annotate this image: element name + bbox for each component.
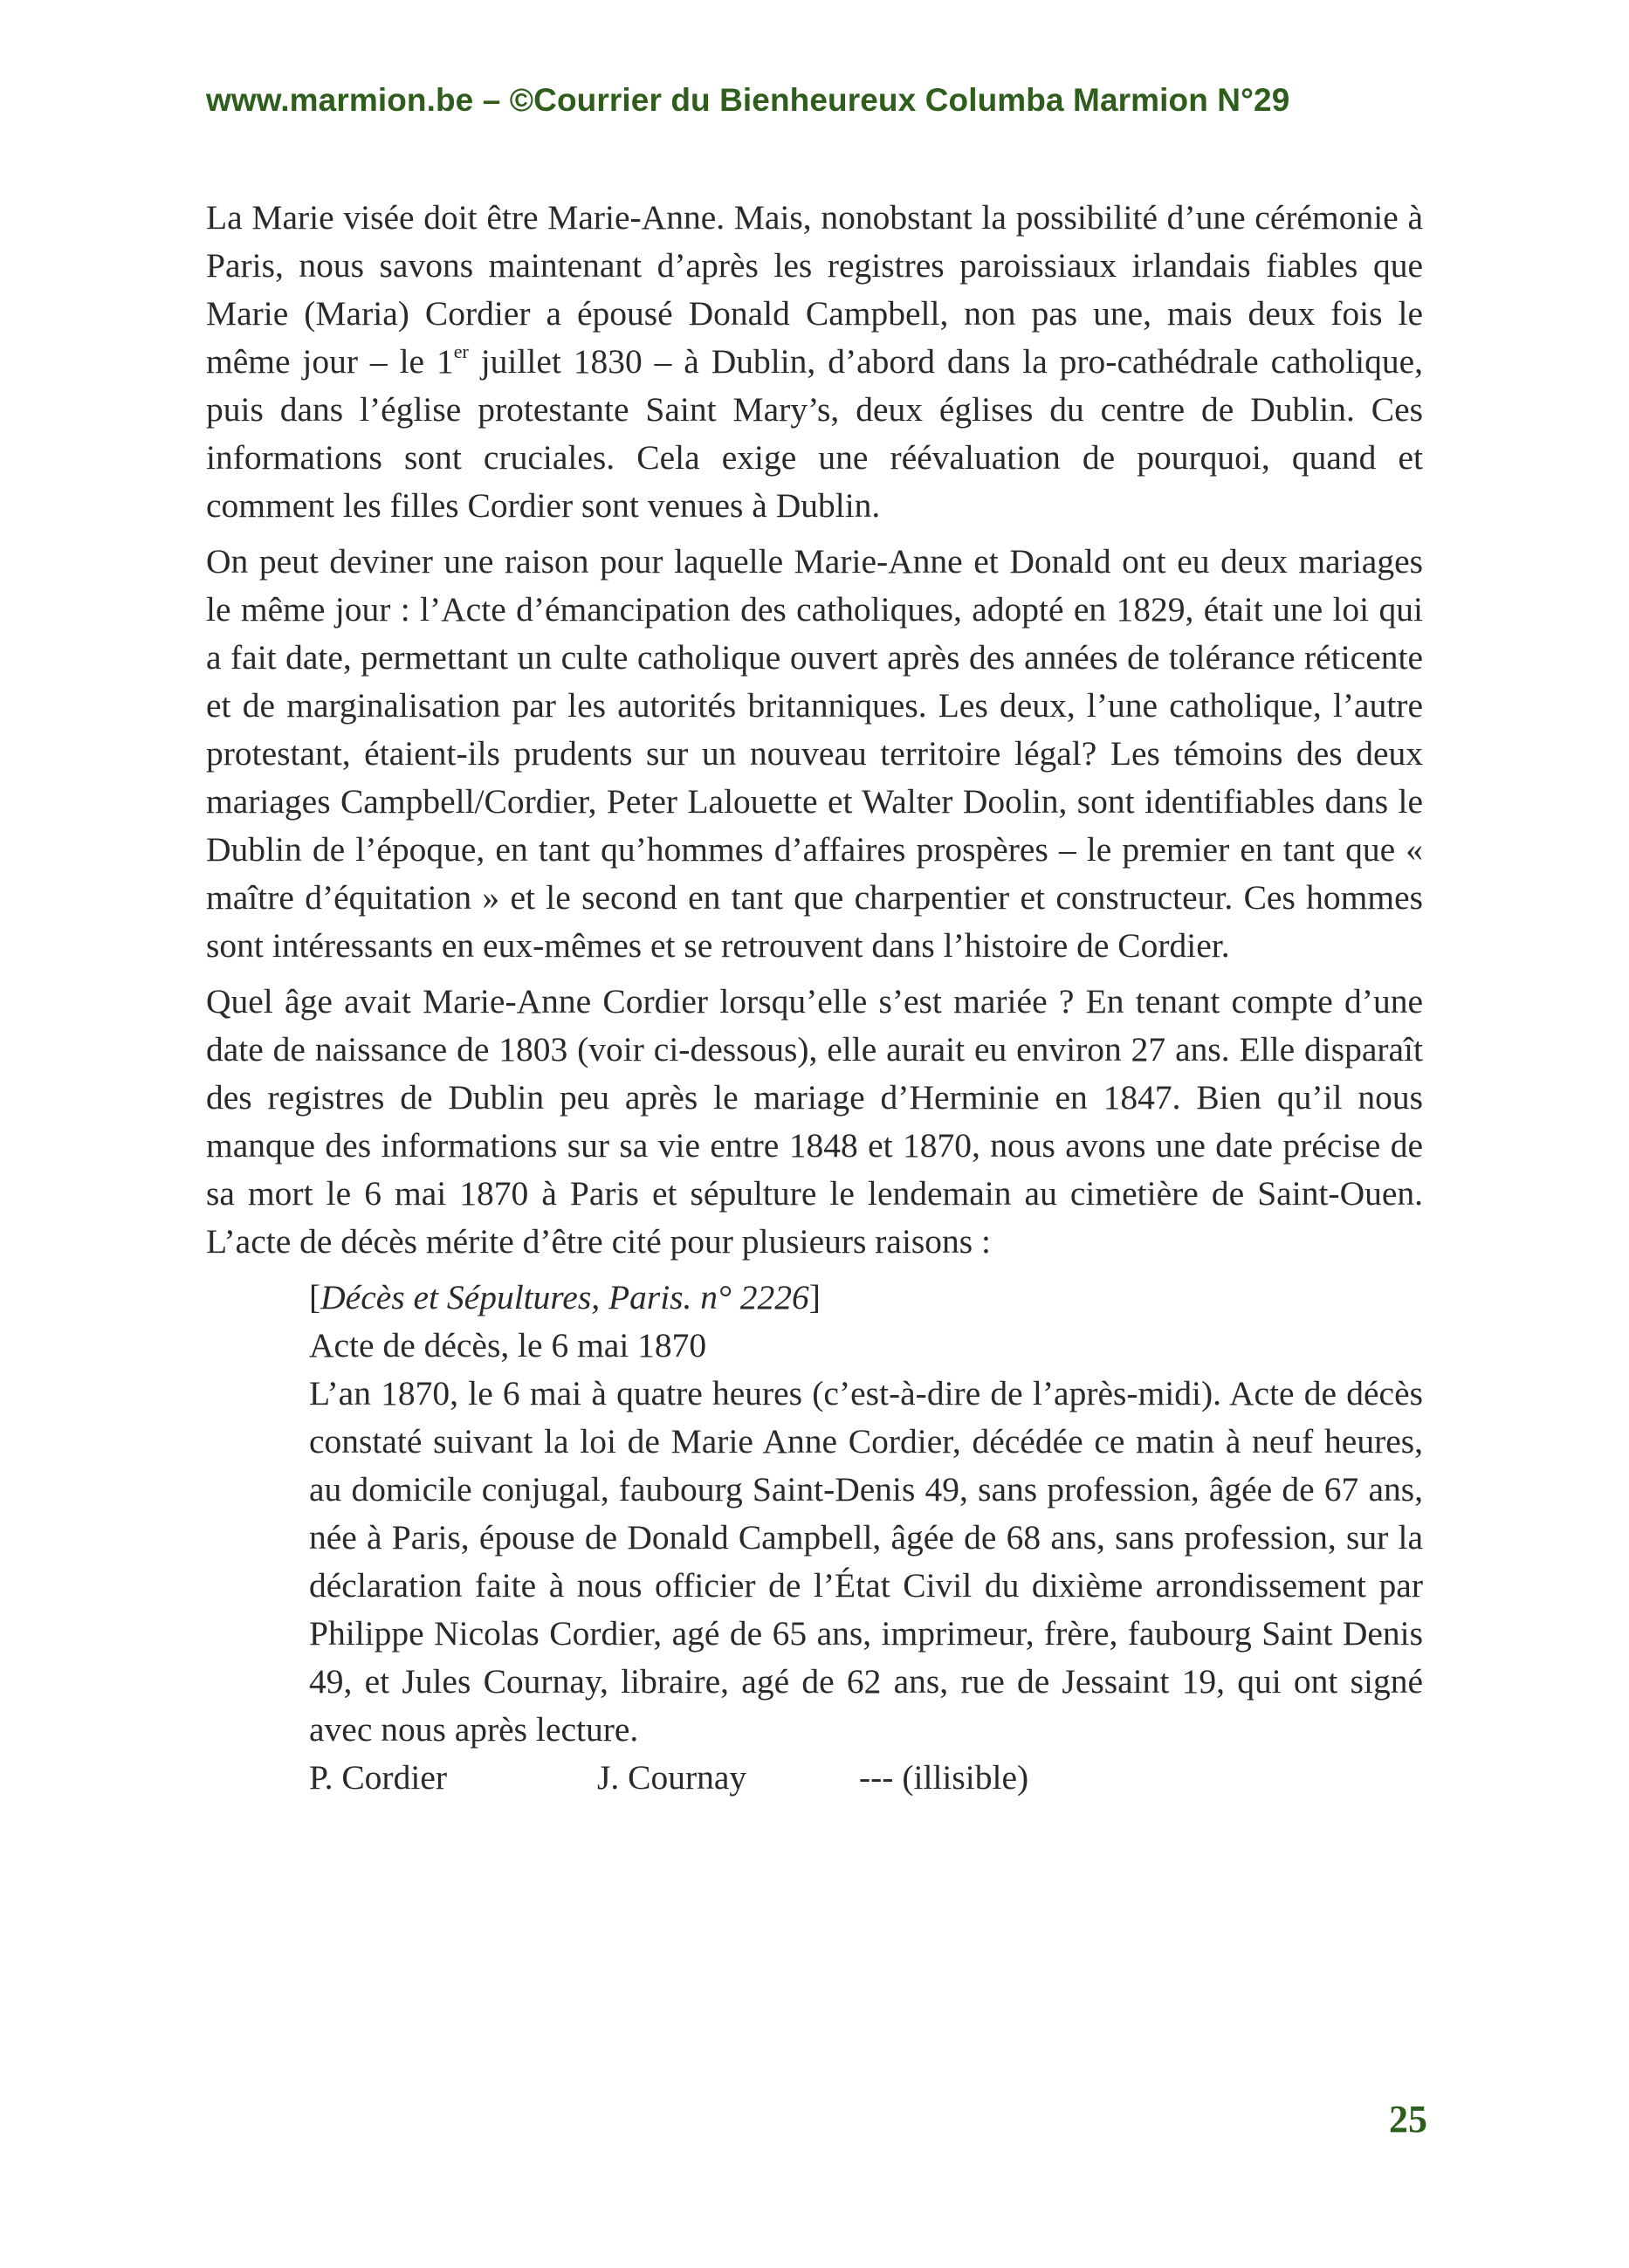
quote-heading: Acte de décès, le 6 mai 1870 bbox=[309, 1326, 707, 1364]
superscript-er: er bbox=[453, 340, 469, 362]
paragraph-2: On peut deviner une raison pour laquelle Marie-Anne et Donald ont eu deux mariages le même jour : l’Acte d’émancipation des catholiques, adopté en 1829, était une loi qui a fait date, permettant un culte catholique ouvert après des années de tolérance réticente et de marginalisation par les autorités britanniques. Les deux, l’une catholique, l’autre protestant, étaient-ils prudents sur un nouveau territoire légal? Les témoins des deux mariages Campbell/Cordier, Peter Lalouette et Walter Doolin, sont identifiables dans le Dublin de l’époque, en tant qu’hommes d’affaires prospères – le premier en tant que « maître d’équitation » et le second en tant que charpentier et constructeur. Ces hommes sont intéressants en eux-mêmes et se retrouvent dans l’histoire de Cordier. bbox=[206, 542, 1423, 965]
signature-illegible: --- (illisible) bbox=[859, 1758, 1029, 1797]
paragraph-1 bbox=[206, 194, 1423, 530]
running-header: www.marmion.be – ©Courrier du Bienheureux Columba Marmion N°29 bbox=[206, 82, 1290, 118]
death-certificate-quote bbox=[309, 1274, 1423, 1802]
quote-source: Décès et Sépultures, Paris. n° 2226 bbox=[320, 1278, 809, 1316]
paragraph-3: Quel âge avait Marie-Anne Cordier lorsqu’elle s’est mariée ? En tenant compte d’une date de naissance de 1803 (voir ci-dessous), elle aurait eu environ 27 ans. Elle disparaît des registres de Dublin peu après le mariage d’Herminie en 1847. Bien qu’il nous manque des informations sur sa vie entre 1848 et 1870, nous avons une date précise de sa mort le 6 mai 1870 à Paris et sépulture le lendemain au cimetière de Saint-Ouen. L’acte de décès mérite d’être cité pour plusieurs raisons : bbox=[206, 982, 1423, 1261]
paragraph-1-text-a: La Marie visée doit être Marie-Anne. Mais, nonobstant la possibilité d’une cérémonie à Paris, nous savons maintenant d’après les registres paroissiaux irlandais fiables que Marie (Maria) Cordier a épousé Donald Campbell, non pas une, mais deux fois le même jour – le 1 bbox=[206, 198, 1423, 381]
page-number: 25 bbox=[1389, 2098, 1427, 2141]
article-body bbox=[206, 194, 1423, 1802]
signature-cournay: J. Cournay bbox=[597, 1758, 747, 1797]
quote-text: L’an 1870, le 6 mai à quatre heures (c’est-à-dire de l’après-midi). Acte de décès constaté suivant la loi de Marie Anne Cordier, décédée ce matin à neuf heures, au domicile conjugal, faubourg Saint-Denis 49, sans profession, âgée de 67 ans, née à Paris, épouse de Donald Campbell, âgée de 68 ans, sans profession, sur la déclaration faite à nous officier de l’État Civil du dixième arrondissement par Philippe Nicolas Cordier, agé de 65 ans, imprimeur, frère, faubourg Saint Denis 49, et Jules Cournay, libraire, agé de 62 ans, rue de Jessaint 19, qui ont signé avec nous après lecture. bbox=[309, 1374, 1423, 1749]
signature-cordier: P. Cordier bbox=[309, 1758, 447, 1797]
quote-source-line: [Décès et Sépultures, Paris. n° 2226] bbox=[309, 1278, 821, 1316]
paragraph-1-text-b: juillet 1830 – à Dublin, d’abord dans la pro-cathédrale catholique, puis dans l’église protestante Saint Mary’s, deux églises du centre de Dublin. Ces informations sont cruciales. Cela exige une réévaluation de pourquoi, quand et comment les filles Cordier sont venues à Dublin. bbox=[206, 342, 1423, 525]
signature-line bbox=[309, 1754, 1423, 1802]
